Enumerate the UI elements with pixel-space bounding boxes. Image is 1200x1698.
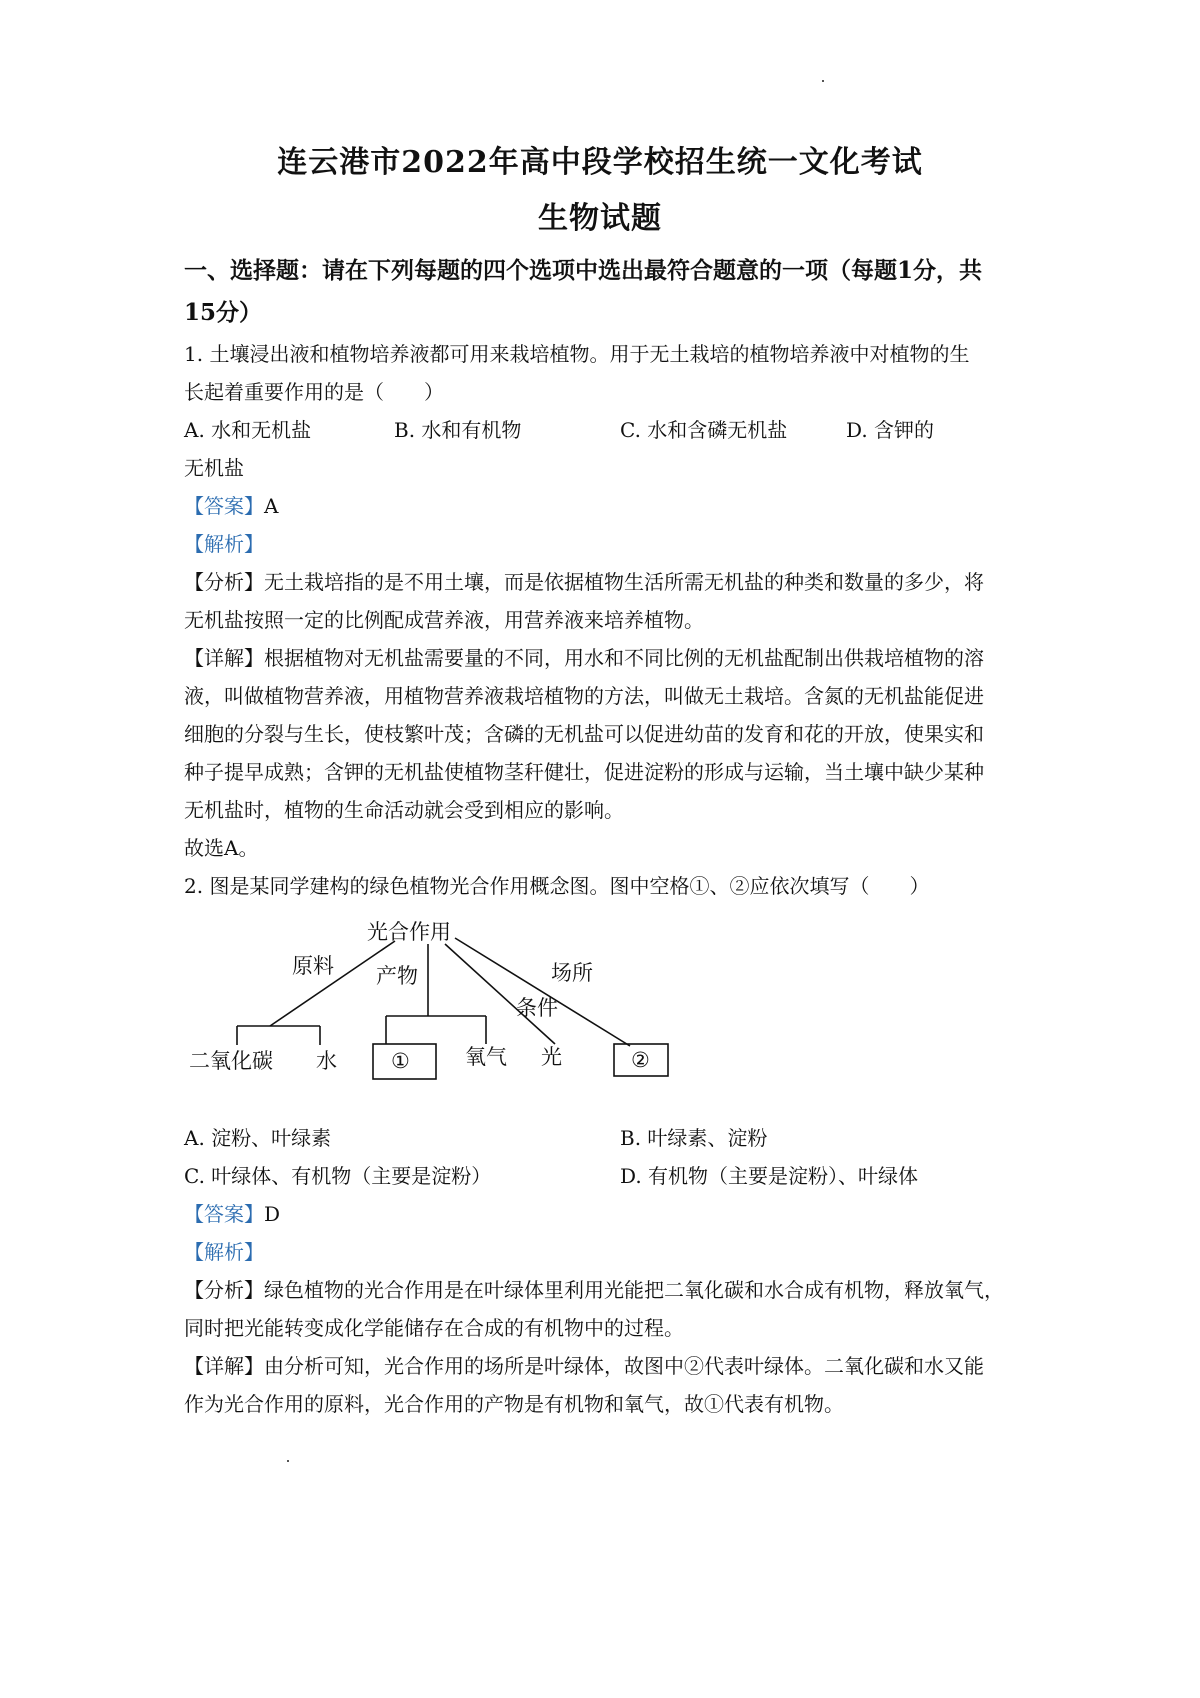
xiangjie-text: 由分析可知，光合作用的场所是叶绿体，故图中②代表叶绿体。二氧化碳和水又能 [264, 1354, 984, 1378]
node-blank-1: ① [391, 1049, 410, 1073]
section-heading-cont: 15分） [184, 299, 263, 326]
xiangjie-tag: 【详解】 [184, 646, 264, 670]
node-root: 光合作用 [367, 920, 451, 944]
xiangjie-text: 根据植物对无机盐需要量的不同，用水和不同比例的无机盐配制出供栽培植物的溶 [264, 646, 984, 670]
q1-xiangjie-line5: 无机盐时，植物的生命活动就会受到相应的影响。 [184, 798, 624, 822]
node-blank-2: ② [631, 1048, 650, 1072]
node-light: 光 [541, 1045, 562, 1069]
q1-stem: 1. 土壤浸出液和植物培养液都可用来栽培植物。用于无土栽培的植物培养液中对植物的生 [184, 342, 970, 366]
q1-xiangjie-line2: 液，叫做植物营养液，用植物营养液栽培植物的方法，叫做无土栽培。含氮的无机盐能促进 [184, 684, 984, 708]
q2-answer [184, 1198, 280, 1227]
fenxi-text: 绿色植物的光合作用是在叶绿体里利用光能把二氧化碳和水合成有机物，释放氧气， [264, 1278, 1004, 1302]
exam-subtitle: 生物试题 [538, 201, 662, 236]
fenxi-tag: 【分析】 [184, 1278, 264, 1302]
q1-analysis-tag: 【解析】 [184, 532, 264, 556]
answer-tag: 【答案】 [184, 494, 264, 518]
exam-title: 连云港市2022年高中段学校招生统一文化考试 [277, 145, 923, 180]
q1-stem-cont: 长起着重要作用的是（ ） [184, 380, 444, 404]
q2-fenxi-cont: 同时把光能转变成化学能储存在合成的有机物中的过程。 [184, 1316, 684, 1340]
q2-option-c: C. 叶绿体、有机物（主要是淀粉） [184, 1164, 492, 1188]
label-product: 产物 [376, 964, 418, 988]
answer-tag: 【答案】 [184, 1202, 264, 1226]
q2-option-b: B. 叶绿素、淀粉 [620, 1126, 768, 1150]
q1-option-d: D. 含钾的 [846, 418, 935, 442]
q1-conclusion: 故选A。 [184, 836, 259, 860]
q1-option-c: C. 水和含磷无机盐 [620, 418, 788, 442]
q2-stem: 2. 图是某同学建构的绿色植物光合作用概念图。图中空格①、②应依次填写（ ） [184, 874, 930, 898]
label-raw: 原料 [292, 954, 334, 978]
q1-xiangjie-line3: 细胞的分裂与生长，使枝繁叶茂；含磷的无机盐可以促进幼苗的发育和花的开放，使果实和 [184, 722, 984, 746]
q1-fenxi-cont: 无机盐按照一定的比例配成营养液，用营养液来培养植物。 [184, 608, 704, 632]
q1-option-d-cont: 无机盐 [184, 456, 244, 480]
q2-option-a: A. 淀粉、叶绿素 [184, 1126, 332, 1150]
q1-xiangjie-line4: 种子提早成熟；含钾的无机盐使植物茎秆健壮，促进淀粉的形成与运输，当土壤中缺少某种 [184, 760, 984, 784]
q1-option-a: A. 水和无机盐 [184, 418, 312, 442]
fenxi-text: 无土栽培指的是不用土壤，而是依据植物生活所需无机盐的种类和数量的多少，将 [264, 570, 984, 594]
node-co2: 二氧化碳 [189, 1049, 273, 1073]
label-place: 场所 [551, 961, 593, 985]
q2-xiangjie-line2: 作为光合作用的原料，光合作用的产物是有机物和氧气，故①代表有机物。 [184, 1392, 844, 1416]
answer-value: D [264, 1202, 281, 1226]
xiangjie-tag: 【详解】 [184, 1354, 264, 1378]
q2-option-d: D. 有机物（主要是淀粉）、叶绿体 [620, 1164, 919, 1188]
label-condition: 条件 [516, 996, 558, 1020]
node-water: 水 [316, 1049, 337, 1073]
node-oxygen: 氧气 [465, 1045, 507, 1069]
q2-xiangjie [184, 1350, 984, 1379]
fenxi-tag: 【分析】 [184, 570, 264, 594]
answer-value: A [264, 494, 279, 518]
q2-fenxi [184, 1274, 1004, 1303]
q1-option-b: B. 水和有机物 [394, 418, 522, 442]
q2-analysis-tag: 【解析】 [184, 1240, 264, 1264]
section-heading: 一、选择题：请在下列每题的四个选项中选出最符合题意的一项（每题1分，共 [184, 257, 983, 284]
